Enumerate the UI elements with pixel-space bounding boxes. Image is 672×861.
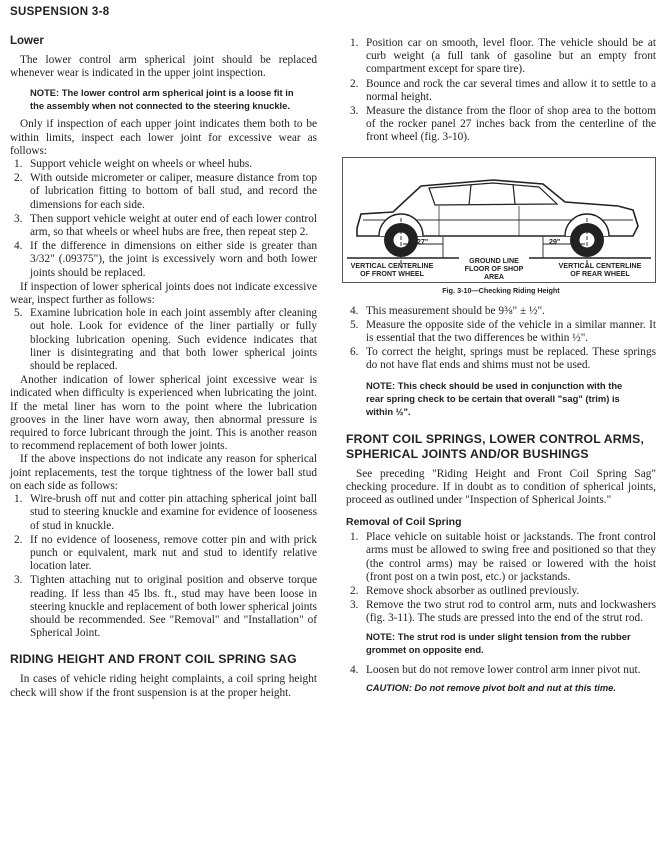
riding-steps-a (346, 37, 656, 145)
lower-note: NOTE: The lower control arm spherical joint is a loose fit in the assembly when not connected to the steering knuckle. (30, 87, 294, 112)
ground-line-label: GROUND LINE FLOOR OF SHOP AREA (459, 257, 529, 281)
list-item: 2. If no evidence of looseness, remove cotter pin and with prick punch or equivalent, mark nut and stud to identify relative location later. (14, 533, 317, 573)
list-item: 3. Remove the two strut rod to control arm, nuts and lockwashers (fig. 3-11). The studs are pressed into the end of the strut rod. (350, 599, 656, 625)
page-header: SUSPENSION 3-8 (10, 6, 110, 18)
list-item: 3. Tighten attaching nut to original position and observe torque reading. If less than 45 lbs. ft., stud may have been loose in steering knuckle and replacement of both lower spherical joints should be recommended. See "Removal" and "Installation" of Spherical Joint. (14, 574, 317, 640)
lower-torque-intro: If the above inspections do not indicate any reason for spherical joint replacements, test the torque tightness of the lower ball stud on each side as follows: (10, 453, 317, 492)
front-coil-intro: See preceding "Riding Height and Front Coil Spring Sag" checking procedure. If in doubt as to condition of spherical joints, proceed as outlined under "Inspection of Spherical Joints." (346, 467, 656, 507)
lower-steps-b (10, 493, 317, 640)
list-item: 4. This measurement should be 9⅜" ± ½". (350, 304, 545, 317)
front-centerline-label: VERTICAL CENTERLINE OF FRONT WHEEL (350, 261, 434, 278)
lower-indication-para: Another indication of lower spherical joint excessive wear is indicated when difficulty is experienced when lubricating the joint. If the metal liner has worn to the point where the lubrication grooves in the liner have worn away, then abnormal pressure is required to force lubricant through the joint. This is another reason to recommend replacement of both lower joints. (10, 374, 317, 453)
list-item: 5. Measure the opposite side of the vehicle in a similar manner. It is essential that the two differences be within ½". (350, 318, 656, 345)
strut-rod-note: NOTE: The strut rod is under slight tension from the rubber grommet on opposite end. (366, 630, 631, 655)
list-item: 1. Support vehicle weight on wheels or wheel hubs. (14, 158, 253, 171)
list-item: 4. Loosen but do not remove lower control arm inner pivot nut. (350, 663, 641, 676)
dimension-rear-label: 29" (549, 237, 561, 246)
list-item: 6. To correct the height, springs must be replaced. These springs do not have flat ends and shims must not be used. (350, 346, 656, 372)
list-item: 2. Remove shock absorber as outlined previously. (350, 585, 580, 598)
list-item: 4. If the difference in dimensions on either side is greater than 3/32" (.09375"), the joint is excessively worn and both lower joints should be replaced. (14, 240, 317, 279)
list-item: 3. Then support vehicle weight at outer end of each lower control arm, so that wheels or wheel hubs are free, then repeat step 2. (14, 212, 317, 239)
list-item: 1. Position car on smooth, level floor. The vehicle should be at curb weight (a full tank of gasoline but an empty front compartment except for spare tire). (350, 37, 656, 76)
front-coil-heading: FRONT COIL SPRINGS, LOWER CONTROL ARMS, SPHERICAL JOINTS AND/OR BUSHINGS (346, 431, 645, 461)
dimension-front-label: 27" (417, 237, 429, 246)
caution-note: CAUTION: Do not remove pivot bolt and nut at this time. (366, 681, 616, 693)
list-item: 1. Place vehicle on suitable hoist or jackstands. The front control arms must be allowed to swing free and positioned so that they (the control arms) may be raised or lowered with the hoist (front post on a twin post, etc.) or jackstands. (350, 531, 656, 583)
lower-heading: Lower (10, 35, 44, 47)
lower-step-5 (10, 307, 317, 373)
removal-heading: Removal of Coil Spring (346, 516, 462, 529)
left-column (10, 34, 317, 700)
lower-further-intro: If inspection of lower spherical joints does not indicate excessive wear, inspect further as follows: (10, 280, 317, 307)
riding-height-heading: RIDING HEIGHT AND FRONT COIL SPRING SAG (10, 652, 297, 667)
riding-note: NOTE: This check should be used in conjunction with the rear spring check to be certain that overall "sag" (trim) is within ½". (366, 379, 623, 417)
riding-steps-b (346, 305, 656, 373)
list-item: 2. Bounce and rock the car several times and allow it to settle to a normal height. (350, 77, 656, 103)
figure-caption: Fig. 3-10—Checking Riding Height (442, 285, 560, 295)
removal-steps-a (346, 531, 656, 625)
list-item: 5. Examine lubrication hole in each joint assembly after cleaning out hole. Look for evidence of the liner partially or fully blocking lubrication opening. Such evidence indicates that liner is disintegrating and that both lower spherical joints should be replaced. (14, 307, 317, 373)
rear-centerline-label: VERTICAL CENTERLINE OF REAR WHEEL (558, 261, 642, 278)
list-item: 2. With outside micrometer or caliper, measure distance from top of lubrication fitting to bottom of ball stud, and record the dimensions for each side. (14, 172, 317, 211)
riding-height-figure (342, 157, 656, 283)
lower-intro: The lower control arm spherical joint should be replaced whenever wear is indicated in the upper joint inspection. (10, 54, 317, 80)
right-column (346, 37, 656, 694)
removal-step-4 (346, 664, 656, 677)
list-item: 3. Measure the distance from the floor of shop area to the bottom of the rocker panel 27 inches back from the centerline of the front wheel (fig. 3-10). (350, 105, 656, 144)
lower-inspect-intro: Only if inspection of each upper joint indicates them both to be within limits, inspect each lower joint for excessive wear as follows: (10, 118, 317, 157)
riding-height-intro: In cases of vehicle riding height complaints, a coil spring height check will show if the front suspension is at the proper height. (10, 673, 317, 699)
list-item: 1. Wire-brush off nut and cotter pin attaching spherical joint ball stud to steering knuckle and examine for evidence of looseness of stud in knuckle. (14, 493, 317, 532)
lower-steps-a (10, 158, 317, 280)
